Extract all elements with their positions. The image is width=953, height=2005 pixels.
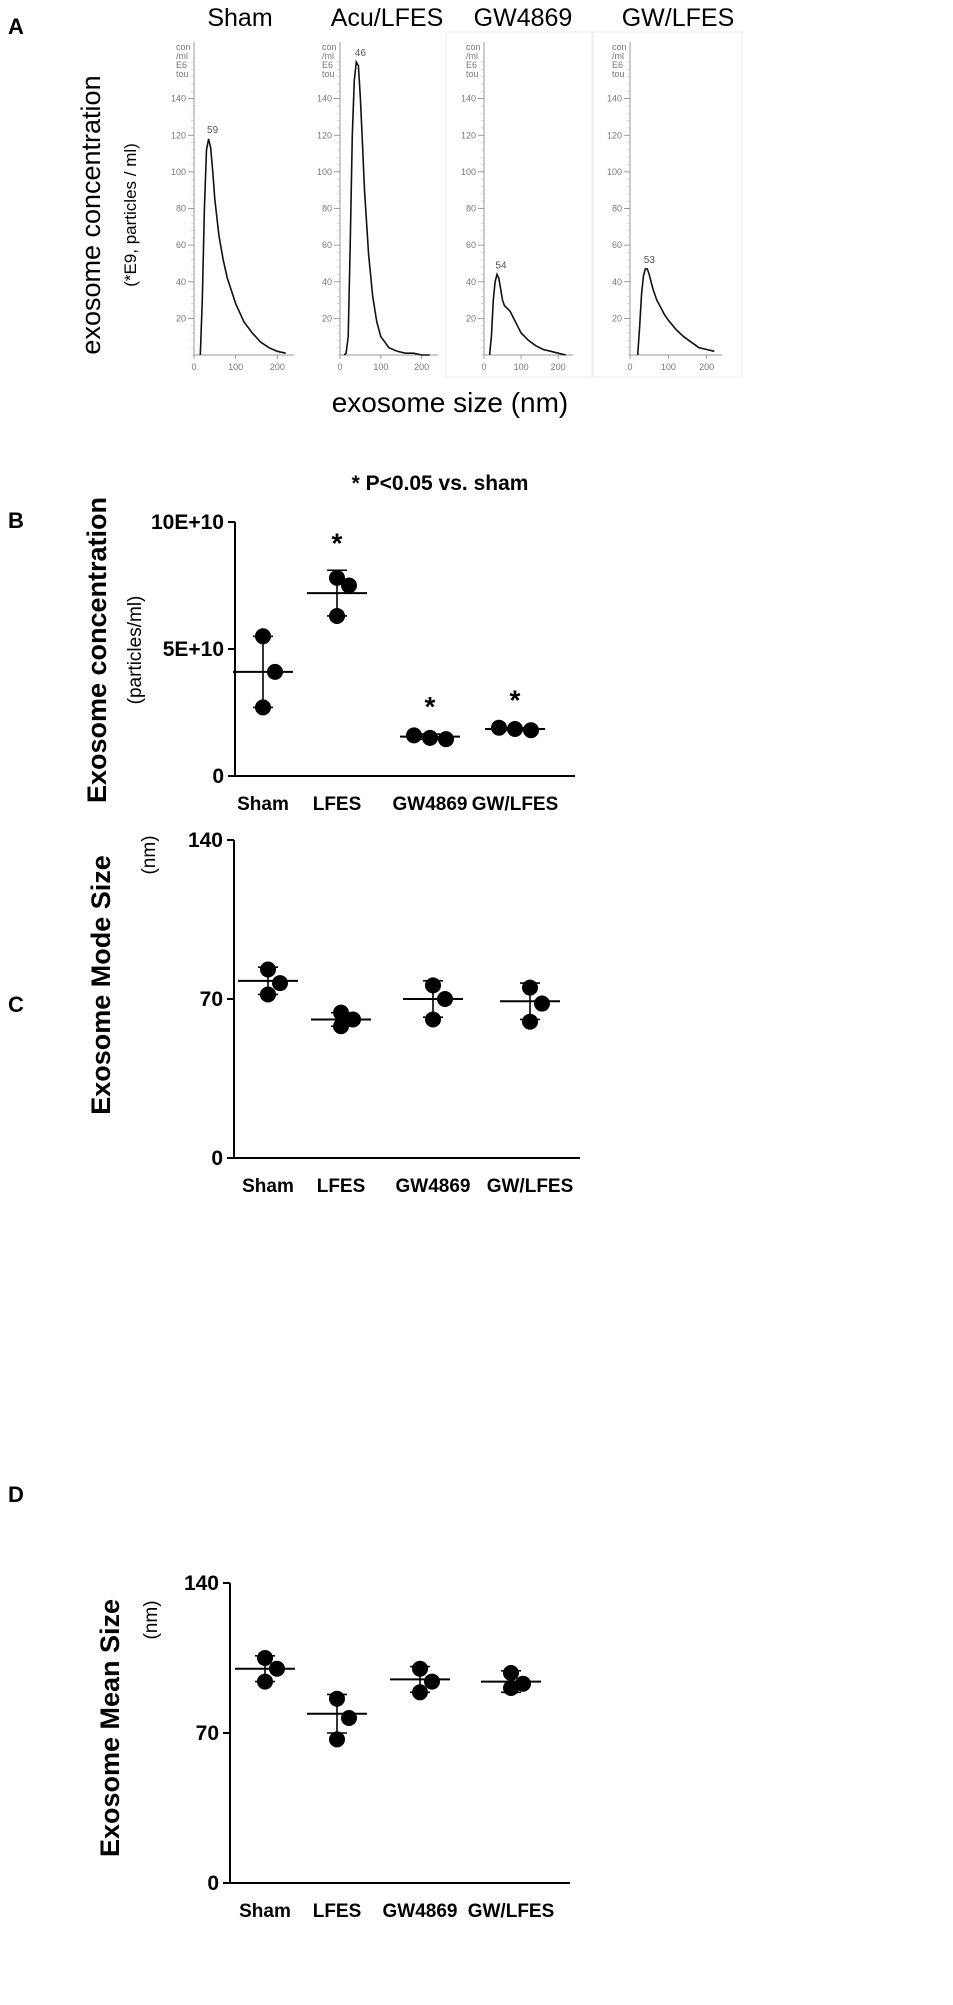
nta-y-tick-label: 120 — [316, 130, 332, 141]
nta-y-tick-label: 120 — [606, 130, 622, 141]
nta-x-tick-label: 0 — [627, 362, 633, 372]
nta-x-tick-label: 0 — [191, 362, 197, 372]
data-point — [425, 977, 441, 993]
category-label: GW/LFES — [471, 794, 559, 815]
nta-x-tick-label: 100 — [228, 362, 244, 372]
nta-curve-sham — [200, 139, 285, 355]
nta-peak-label: 59 — [207, 124, 219, 136]
panel-b-ylabel-sub: (particles/ml) — [125, 595, 146, 705]
panel-a-subplots — [171, 4, 742, 377]
panel-b-letter: B — [8, 508, 24, 533]
significance-star: * — [424, 691, 436, 723]
y-tick-label: 10E+10 — [151, 511, 224, 534]
panel-d-plot — [184, 1572, 570, 1922]
nta-y-tick-label: 20 — [465, 313, 476, 324]
nta-unit-label: /ml — [466, 51, 478, 61]
nta-y-tick-label: 120 — [170, 130, 186, 141]
nta-y-tick-label: 60 — [465, 240, 476, 251]
nta-y-tick-label: 100 — [316, 166, 332, 177]
data-point — [257, 1650, 273, 1666]
nta-y-tick-label: 80 — [175, 203, 186, 214]
data-point — [522, 1014, 538, 1030]
nta-title-gw-lfes: GW/LFES — [621, 4, 735, 32]
data-point — [260, 986, 276, 1002]
nta-y-tick-label: 40 — [321, 276, 332, 287]
nta-y-tick-label: 20 — [175, 313, 186, 324]
nta-y-tick-label: 40 — [611, 276, 622, 287]
data-point — [329, 1731, 345, 1747]
category-label: LFES — [312, 794, 362, 815]
panel-a-ylabel-sub: (*E9, particles / ml) — [121, 143, 140, 287]
nta-unit-label: E6 — [176, 60, 188, 70]
panel-a-ylabel: exosome concentration — [76, 75, 106, 355]
panel-c-letter: C — [8, 992, 24, 1017]
nta-unit-label: con — [466, 42, 481, 52]
nta-unit-label: /ml — [176, 51, 188, 61]
nta-y-tick-label: 140 — [170, 93, 186, 104]
nta-y-tick-label: 20 — [321, 313, 332, 324]
nta-peak-label: 54 — [495, 260, 507, 272]
nta-unit-label: con — [176, 42, 191, 52]
data-point — [412, 1661, 428, 1677]
nta-unit-label: tou — [612, 69, 625, 79]
y-tick-label: 70 — [199, 988, 223, 1011]
panel-a — [76, 4, 742, 418]
panel-c-ylabel-sub: (nm) — [139, 835, 160, 875]
panel-d-letter: D — [8, 1482, 24, 1507]
data-point — [425, 1011, 441, 1027]
nta-y-tick-label: 20 — [611, 313, 622, 324]
data-point — [333, 1018, 349, 1034]
nta-unit-label: /ml — [612, 51, 624, 61]
significance-star: * — [509, 684, 521, 716]
nta-unit-label: E6 — [322, 60, 334, 70]
panel-c — [86, 829, 580, 1197]
nta-y-tick-label: 100 — [460, 166, 476, 177]
category-label: GW/LFES — [467, 1901, 555, 1922]
nta-unit-label: tou — [466, 69, 479, 79]
nta-y-tick-label: 60 — [611, 240, 622, 251]
data-point — [438, 731, 454, 747]
data-point — [522, 980, 538, 996]
nta-x-tick-label: 0 — [481, 362, 487, 372]
data-point — [503, 1665, 519, 1681]
nta-curve-gw-lfes — [638, 269, 715, 355]
data-point — [329, 1691, 345, 1707]
nta-unit-label: tou — [176, 69, 189, 79]
group-lfes — [311, 1005, 371, 1197]
nta-y-tick-label: 100 — [170, 166, 186, 177]
nta-y-tick-label: 140 — [606, 93, 622, 104]
category-label: Sham — [242, 1176, 294, 1197]
data-point — [422, 730, 438, 746]
data-point — [523, 722, 539, 738]
data-point — [272, 975, 288, 991]
data-point — [406, 727, 422, 743]
nta-subplot-sham — [171, 4, 294, 372]
nta-x-tick-label: 100 — [373, 362, 389, 372]
nta-y-tick-label: 60 — [321, 240, 332, 251]
nta-subplot-acu-lfes — [317, 4, 443, 372]
nta-curve-gw4869 — [490, 274, 566, 355]
category-label: GW/LFES — [486, 1176, 574, 1197]
panel-a-letter: A — [8, 14, 24, 39]
panel-b-plot — [151, 511, 575, 815]
nta-unit-label: E6 — [466, 60, 478, 70]
panel-a-xlabel: exosome size (nm) — [331, 387, 569, 418]
group-gw4869 — [393, 691, 468, 815]
y-tick-label: 70 — [195, 1722, 219, 1745]
data-point — [341, 578, 357, 594]
category-label: Sham — [239, 1901, 291, 1922]
nta-y-tick-label: 60 — [175, 240, 186, 251]
nta-unit-label: tou — [322, 69, 335, 79]
y-tick-label: 140 — [187, 829, 223, 852]
panel-c-ylabel: Exosome Mode Size — [86, 855, 116, 1115]
nta-unit-label: E6 — [612, 60, 624, 70]
nta-x-tick-label: 200 — [550, 362, 566, 372]
nta-y-tick-label: 100 — [606, 166, 622, 177]
group-lfes — [307, 527, 367, 815]
nta-subplot-gw4869 — [446, 4, 593, 377]
panel-d — [95, 1572, 570, 1922]
nta-y-tick-label: 40 — [175, 276, 186, 287]
y-tick-label: 140 — [183, 1572, 219, 1595]
panel-d-ylabel-sub: (nm) — [141, 1600, 162, 1640]
group-gw4869 — [396, 977, 471, 1197]
category-label: GW4869 — [395, 1176, 471, 1197]
category-label: LFES — [316, 1176, 366, 1197]
nta-unit-label: con — [322, 42, 337, 52]
group-sham — [235, 1650, 295, 1922]
data-point — [534, 996, 550, 1012]
nta-peak-label: 46 — [354, 48, 366, 59]
nta-curve-acu-lfes — [344, 62, 430, 355]
nta-x-tick-label: 200 — [414, 362, 430, 372]
data-point — [255, 699, 271, 715]
nta-y-tick-label: 80 — [611, 203, 622, 214]
panel-b — [82, 472, 575, 815]
nta-title-sham: Sham — [207, 4, 273, 32]
panel-d-ylabel: Exosome Mean Size — [95, 1598, 125, 1858]
nta-title-gw4869: GW4869 — [473, 4, 573, 32]
nta-x-tick-label: 100 — [660, 362, 676, 372]
nta-y-tick-label: 140 — [460, 93, 476, 104]
nta-x-tick-label: 200 — [699, 362, 715, 372]
panel-b-note: * P<0.05 vs. sham — [351, 472, 529, 495]
panel-c-plot — [188, 829, 580, 1197]
nta-y-tick-label: 80 — [321, 203, 332, 214]
nta-peak-label: 53 — [643, 254, 655, 266]
group-gw-lfes — [472, 685, 559, 815]
data-point — [424, 1674, 440, 1690]
category-label: Sham — [237, 794, 289, 815]
data-point — [491, 720, 507, 736]
y-tick-label: 0 — [211, 1147, 223, 1170]
y-tick-label: 0 — [212, 765, 224, 788]
category-label: GW4869 — [392, 794, 468, 815]
group-sham — [238, 961, 298, 1197]
nta-y-tick-label: 80 — [465, 203, 476, 214]
nta-x-tick-label: 0 — [337, 362, 343, 372]
nta-title-acu-lfes: Acu/LFES — [330, 4, 444, 32]
nta-subplot-gw-lfes — [592, 4, 742, 377]
data-point — [412, 1684, 428, 1700]
y-tick-label: 0 — [207, 1872, 219, 1895]
category-label: GW4869 — [382, 1901, 458, 1922]
category-label: LFES — [312, 1901, 362, 1922]
nta-unit-label: /ml — [322, 51, 334, 61]
data-point — [260, 961, 276, 977]
y-tick-label: 5E+10 — [162, 638, 224, 661]
panel-b-ylabel: Exosome concentration — [82, 496, 112, 804]
group-lfes — [307, 1691, 367, 1922]
group-gw-lfes — [487, 980, 574, 1197]
nta-y-tick-label: 40 — [465, 276, 476, 287]
significance-star: * — [331, 527, 343, 559]
data-point — [329, 608, 345, 624]
nta-y-tick-label: 140 — [316, 93, 332, 104]
data-point — [257, 1674, 273, 1690]
nta-x-tick-label: 200 — [269, 362, 285, 372]
group-sham — [233, 628, 293, 815]
nta-unit-label: con — [612, 42, 627, 52]
nta-x-tick-label: 100 — [513, 362, 529, 372]
data-point — [341, 1710, 357, 1726]
data-point — [255, 628, 271, 644]
nta-y-tick-label: 120 — [460, 130, 476, 141]
